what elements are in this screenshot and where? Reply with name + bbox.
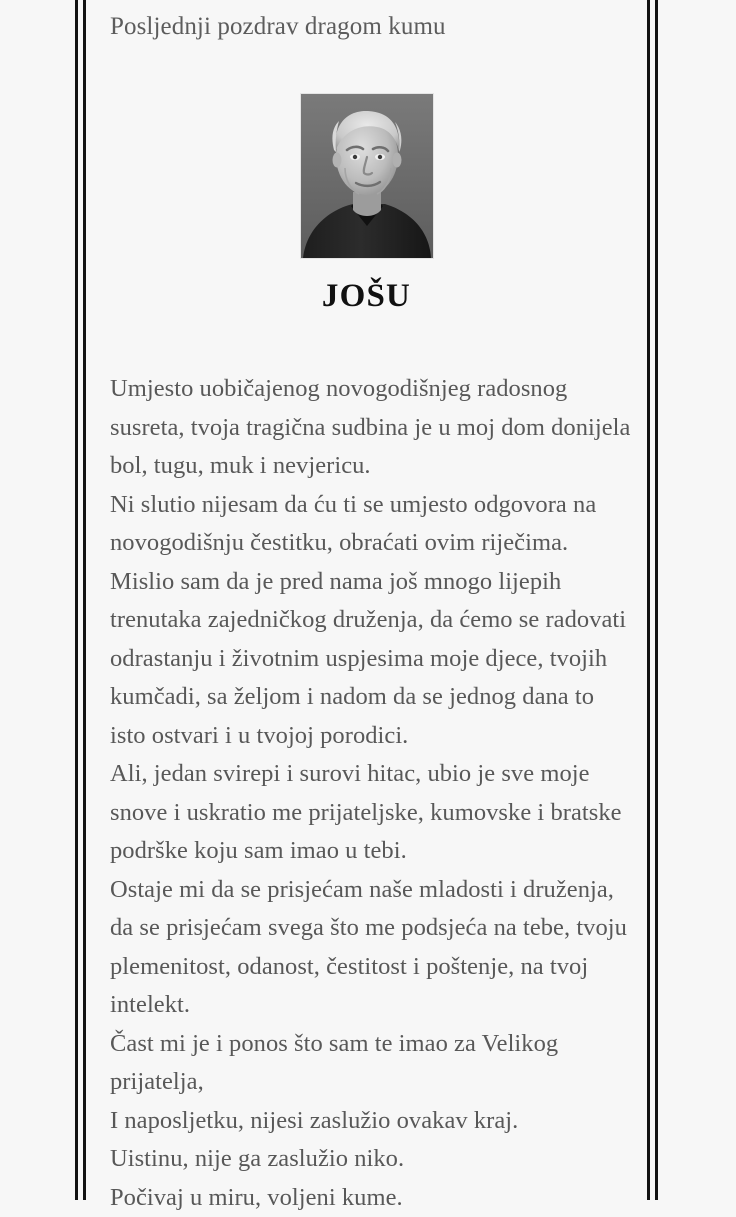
deceased-name: JOŠU bbox=[86, 278, 647, 315]
left-double-rule-border bbox=[75, 0, 86, 1200]
obituary-paragraph: I naposljetku, nijesi zaslužio ovakav kraj. bbox=[110, 1102, 635, 1141]
obituary-headline: Posljednji pozdrav dragom kumu bbox=[110, 11, 610, 43]
portrait-photo-illustration bbox=[301, 94, 433, 258]
portrait-photo bbox=[300, 93, 434, 259]
left-rule-outer-line bbox=[75, 0, 78, 1200]
obituary-paragraph: Počivaj u miru, voljeni kume. bbox=[110, 1179, 635, 1217]
obituary-body bbox=[110, 370, 635, 1217]
obituary-column bbox=[86, 0, 647, 1200]
obituary-paragraph: Ni slutio nijesam da ću ti se umjesto odgovora na novogodišnju čestitku, obraćati ovim riječima. bbox=[110, 486, 635, 563]
right-rule-inner-line bbox=[655, 0, 658, 1200]
obituary-paragraph: Umjesto uobičajenog novogodišnjeg radosnog susreta, tvoja tragična sudbina je u moj dom donijela bol, tugu, muk i nevjericu. bbox=[110, 370, 635, 486]
obituary-paragraph: Ostaje mi da se prisjećam naše mladosti i druženja, da se prisjećam svega što me podsjeća na tebe, tvoju plemenitost, odanost, čestitost i poštenje, na tvoj intelekt. bbox=[110, 871, 635, 1025]
obituary-paragraph: Ali, jedan svirepi i surovi hitac, ubio je sve moje snove i uskratio me prijateljske, kumovske i bratske podrške koju sam imao u tebi. bbox=[110, 755, 635, 871]
obituary-paragraph: Čast mi je i ponos što sam te imao za Velikog prijatelja, bbox=[110, 1025, 635, 1102]
obituary-paragraph: Uistinu, nije ga zaslužio niko. bbox=[110, 1140, 635, 1179]
right-double-rule-border bbox=[647, 0, 658, 1200]
portrait-container bbox=[86, 93, 647, 264]
right-rule-outer-line bbox=[647, 0, 650, 1200]
obituary-paragraph: Mislio sam da je pred nama još mnogo lijepih trenutaka zajedničkog druženja, da ćemo se radovati odrastanju i životnim uspjesima moje djece, tvojih kumčadi, sa željom i nadom da se jednog dana to isto ostvari i u tvojoj porodici. bbox=[110, 563, 635, 756]
